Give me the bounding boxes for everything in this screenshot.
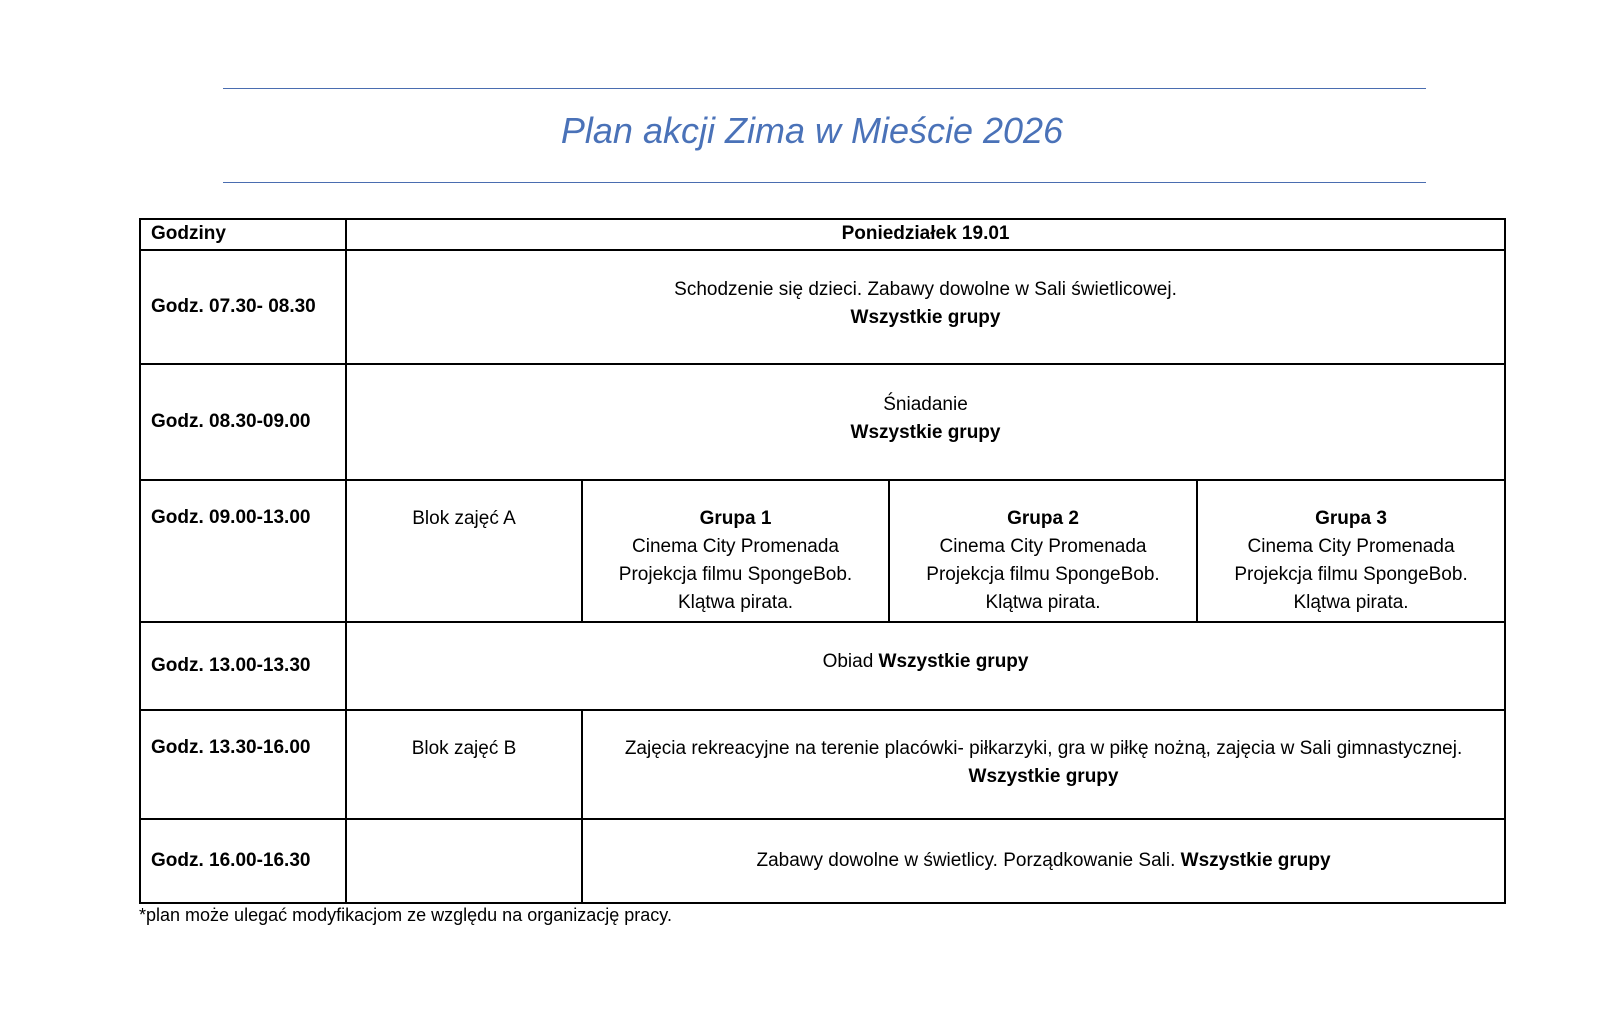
table-row xyxy=(140,710,1505,819)
table-row xyxy=(140,622,1505,710)
header-day: Poniedziałek 19.01 xyxy=(346,219,1505,250)
activity-text: Zajęcia rekreacyjne na terenie placówki- piłkarzyki, gra w piłkę nożną, zajęcia w Sali gimnastycznej. xyxy=(624,738,1463,759)
table-row xyxy=(140,364,1505,480)
activity-cell xyxy=(346,250,1505,364)
block-cell: Blok zajęć A xyxy=(346,480,582,622)
time-cell: Godz. 07.30- 08.30 xyxy=(140,250,346,364)
activity-text: Śniadanie xyxy=(883,394,968,415)
page-title: Plan akcji Zima w Mieście 2026 xyxy=(560,110,1064,151)
table-row xyxy=(140,819,1505,903)
activity-groups: Wszystkie grupy xyxy=(1180,850,1331,871)
group-cell xyxy=(1197,480,1505,622)
block-cell: Blok zajęć B xyxy=(346,710,582,819)
group-activity: Projekcja filmu SpongeBob. xyxy=(618,564,853,585)
activity-cell xyxy=(582,819,1505,903)
empty-cell xyxy=(346,819,582,903)
activity-text: Zabawy dowolne w świetlicy. Porządkowanie Sali. xyxy=(756,850,1176,871)
group-place: Cinema City Promenada xyxy=(1247,536,1455,557)
group-activity-2: Klątwa pirata. xyxy=(1293,592,1409,613)
group-name: Grupa 3 xyxy=(1315,508,1387,529)
activity-cell xyxy=(346,622,1505,710)
group-name: Grupa 2 xyxy=(1007,508,1079,529)
title-top-rule xyxy=(223,88,1426,89)
group-activity: Projekcja filmu SpongeBob. xyxy=(926,564,1160,585)
time-cell: Godz. 13.30-16.00 xyxy=(140,710,346,819)
activity-groups: Wszystkie grupy xyxy=(850,422,1001,443)
group-activity: Projekcja filmu SpongeBob. xyxy=(1234,564,1468,585)
header-hours: Godziny xyxy=(140,219,346,250)
group-name: Grupa 1 xyxy=(699,508,772,529)
table-row xyxy=(140,250,1505,364)
footnote: *plan może ulegać modyfikacjom ze względu na organizację pracy. xyxy=(139,905,672,925)
activity-text: Obiad xyxy=(822,651,874,672)
time-cell: Godz. 16.00-16.30 xyxy=(140,819,346,903)
header-row xyxy=(140,219,1505,250)
group-cell xyxy=(889,480,1197,622)
group-activity-2: Klątwa pirata. xyxy=(677,592,794,613)
group-cell xyxy=(582,480,889,622)
time-cell: Godz. 13.00-13.30 xyxy=(140,622,346,710)
title-bottom-rule xyxy=(223,182,1426,183)
time-cell: Godz. 09.00-13.00 xyxy=(140,480,346,622)
group-place: Cinema City Promenada xyxy=(632,536,839,557)
activity-groups: Wszystkie grupy xyxy=(968,766,1119,787)
table-row xyxy=(140,480,1505,622)
activity-text: Schodzenie się dzieci. Zabawy dowolne w Sali świetlicowej. xyxy=(674,279,1177,300)
activity-groups: Wszystkie grupy xyxy=(878,651,1029,672)
activity-cell xyxy=(346,364,1505,480)
activity-cell xyxy=(582,710,1505,819)
group-activity-2: Klątwa pirata. xyxy=(985,592,1101,613)
schedule-table xyxy=(139,218,1506,904)
group-place: Cinema City Promenada xyxy=(939,536,1147,557)
activity-groups: Wszystkie grupy xyxy=(850,307,1001,328)
time-cell: Godz. 08.30-09.00 xyxy=(140,364,346,480)
